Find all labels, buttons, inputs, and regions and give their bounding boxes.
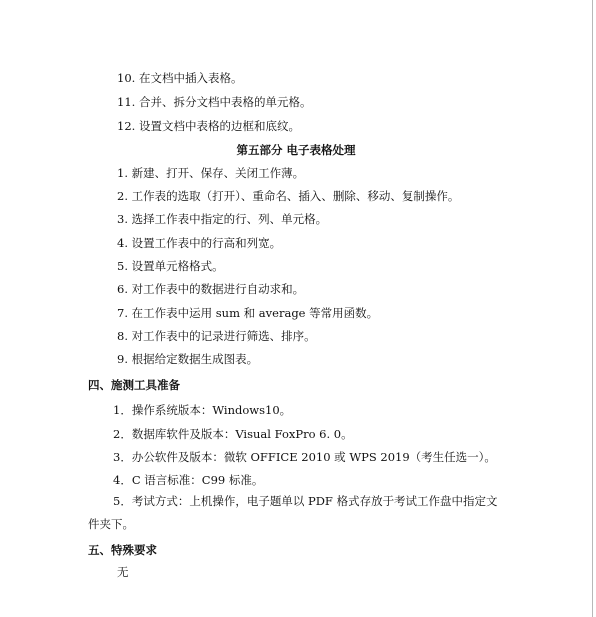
list-item: 4. 设置工作表中的行高和列宽。 (117, 236, 282, 250)
list-item: 6. 对工作表中的数据进行自动求和。 (117, 282, 305, 296)
list-item: 3. 选择工作表中指定的行、列、单元格。 (117, 212, 328, 226)
list-item: 8. 对工作表中的记录进行筛选、排序。 (117, 329, 316, 343)
list-item: 1．操作系统版本：Windows10。 (113, 403, 292, 417)
list-item-continuation: 件夹下。 (88, 517, 134, 531)
list-item: 10. 在文档中插入表格。 (117, 71, 243, 85)
list-item: 5．考试方式：上机操作，电子题单以 PDF 格式存放于考试工作盘中指定文 (113, 494, 498, 508)
list-item: 9. 根据给定数据生成图表。 (117, 352, 259, 366)
list-item: 4．C 语言标准：C99 标准。 (113, 473, 264, 487)
list-item: 12. 设置文档中表格的边框和底纹。 (117, 119, 300, 133)
section-heading-part5: 第五部分 电子表格处理 (236, 143, 356, 157)
list-item: 11. 合并、拆分文档中表格的单元格。 (117, 95, 312, 109)
list-item: 3．办公软件及版本：微软 OFFICE 2010 或 WPS 2019（考生任选一）。 (113, 450, 496, 464)
list-item: 2．数据库软件及版本：Visual FoxPro 6. 0。 (113, 427, 353, 441)
list-item: 7. 在工作表中运用 sum 和 average 等常用函数。 (117, 306, 379, 320)
page-edge (592, 0, 593, 617)
section-heading-5: 五、特殊要求 (88, 543, 157, 557)
list-item: 1. 新建、打开、保存、关闭工作薄。 (117, 166, 305, 180)
list-item: 2. 工作表的选取（打开）、重命名、插入、删除、移动、复制操作。 (117, 189, 460, 203)
section-body-text: 无 (117, 565, 129, 579)
list-item: 5. 设置单元格格式。 (117, 259, 224, 273)
section-heading-4: 四、施测工具准备 (88, 378, 180, 392)
